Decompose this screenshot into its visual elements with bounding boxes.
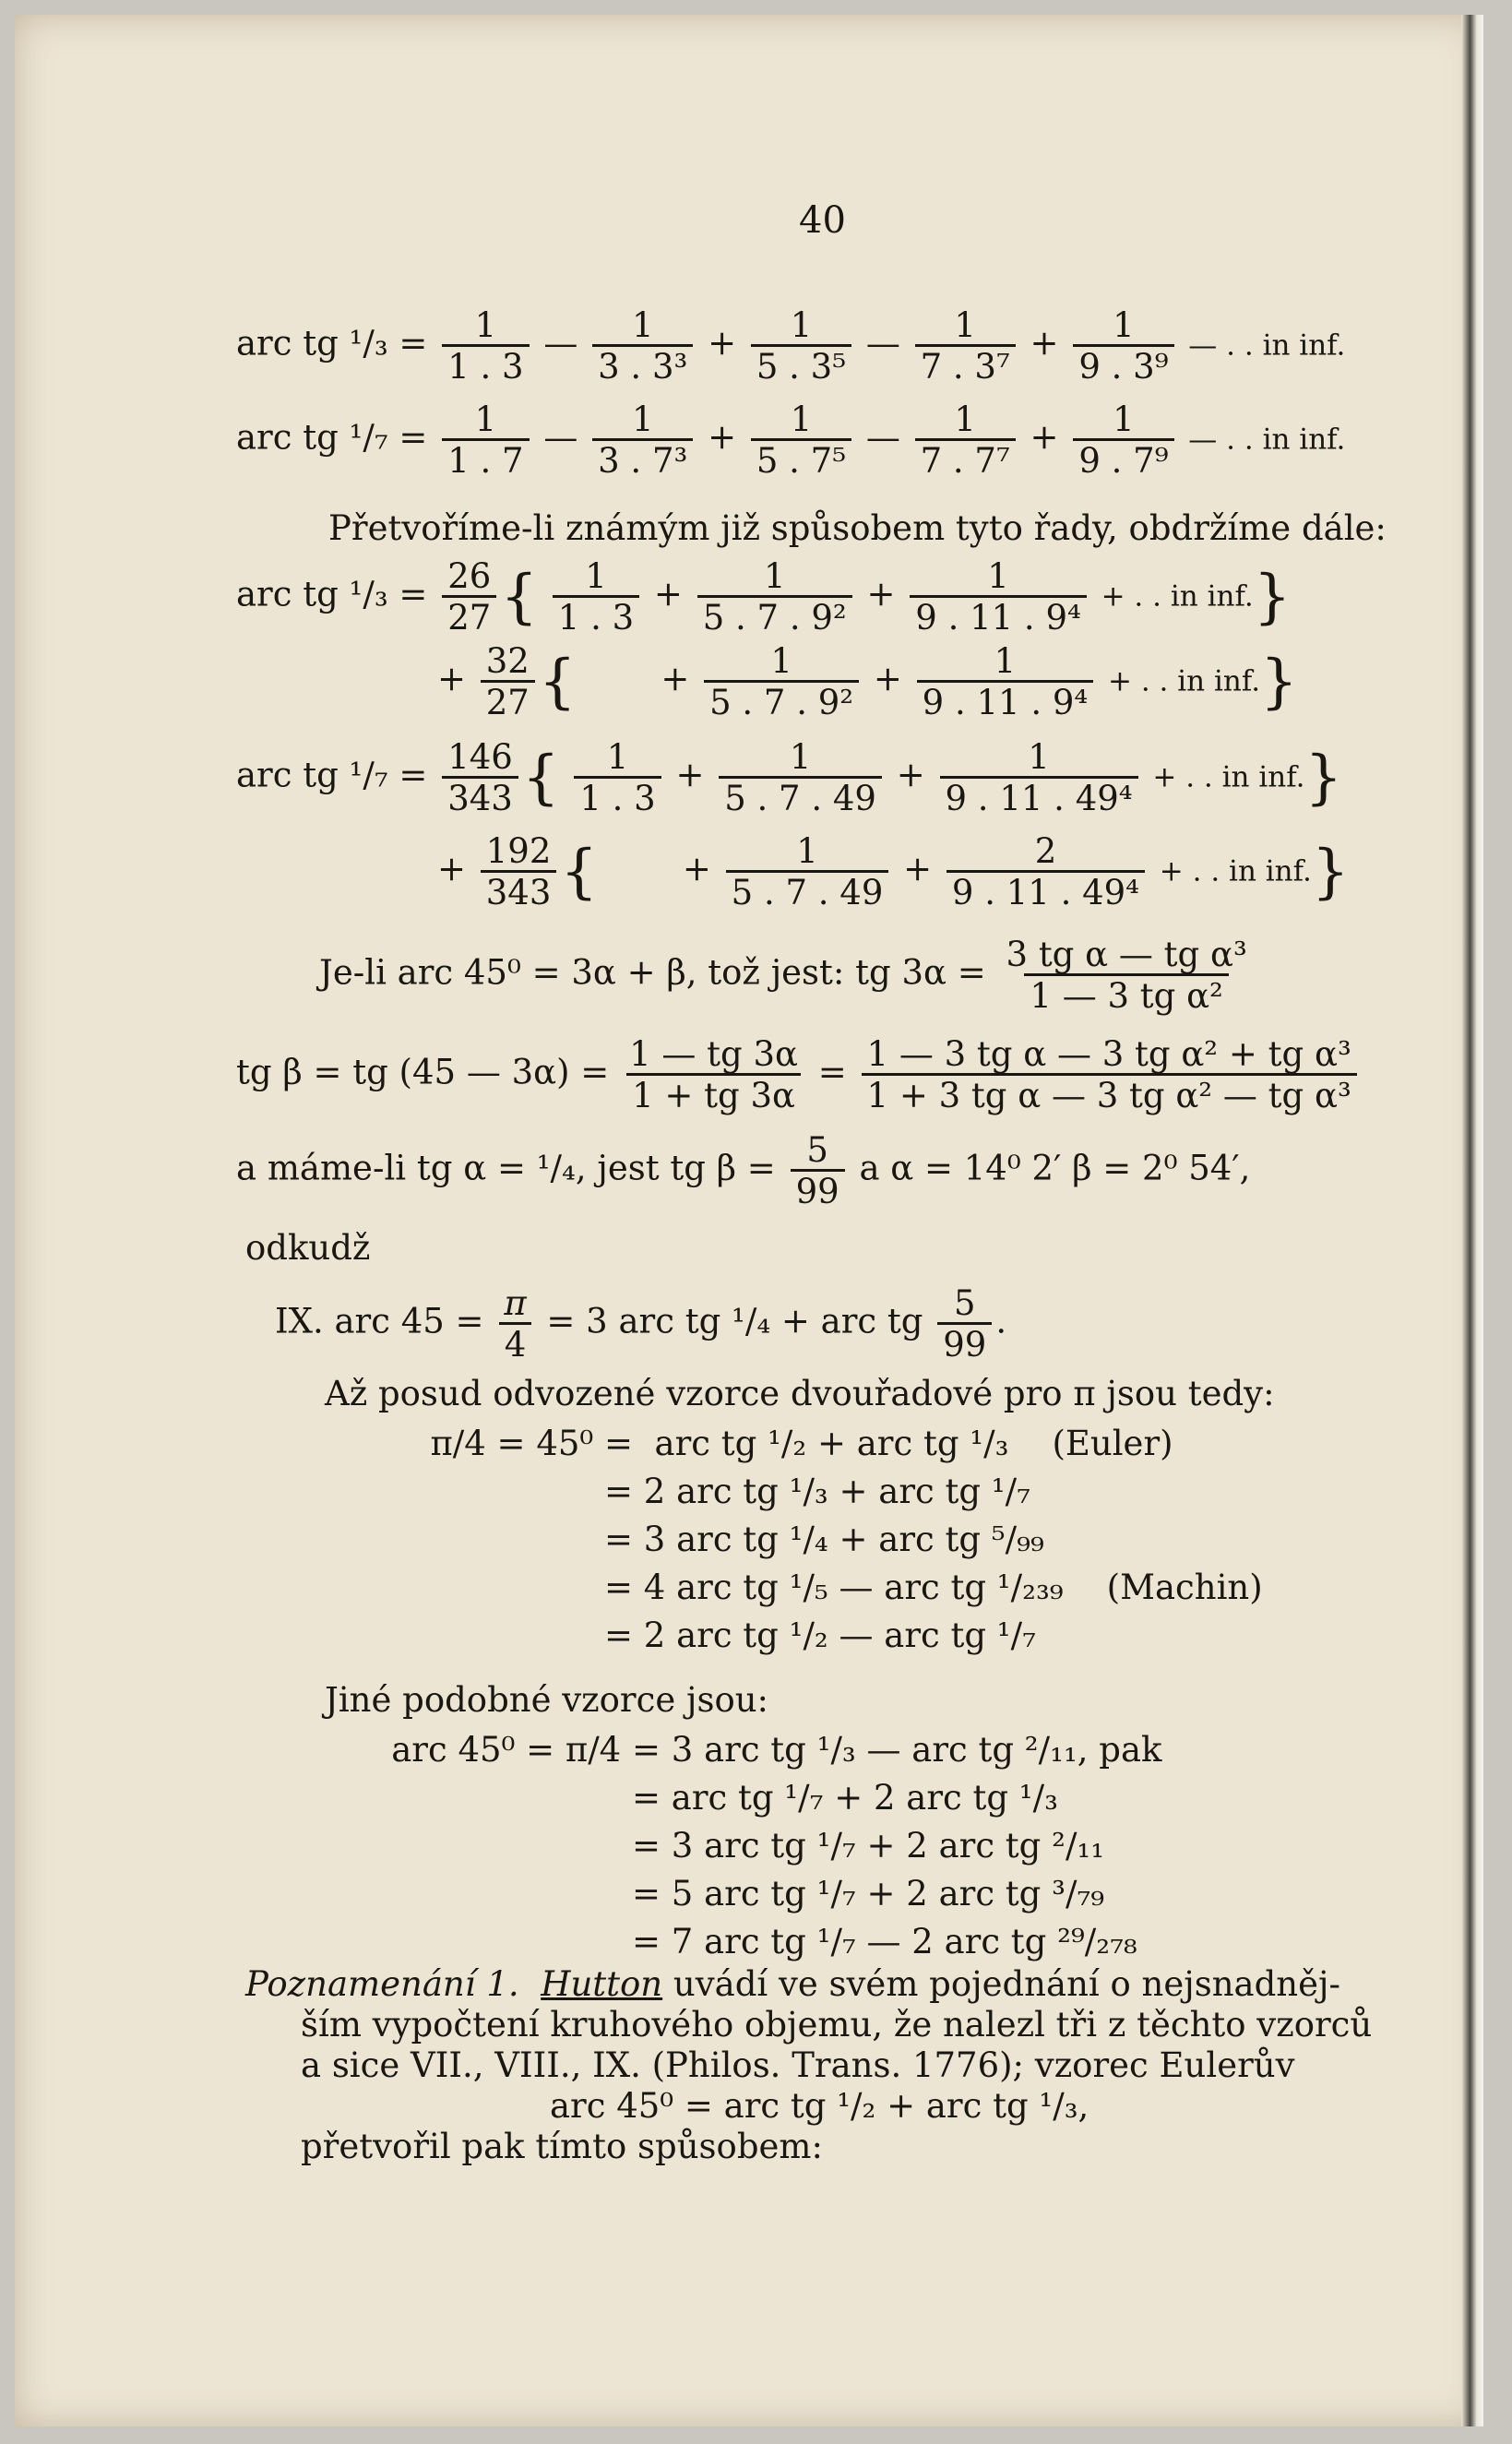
fraction: $\frac{1}{\text{9 . 7⁹}}$ <box>1073 402 1173 478</box>
right-brace: } <box>1253 563 1292 631</box>
note-line-3: a sice VII., VIII., IX. (Philos. Trans. 1776); vzorec Eulerův <box>301 2045 1295 2085</box>
fraction: $\frac{1}{\text{5 . 3⁵}}$ <box>751 308 851 384</box>
right-brace: } <box>1304 744 1343 812</box>
left-brace: { <box>500 563 539 631</box>
fraction: $\frac{1}{\text{7 . 3⁷}}$ <box>915 308 1016 384</box>
similar-intro: Jiné podobné vzorce jsou: <box>325 1680 769 1720</box>
transformed-row-d: + $\frac{192}{343}$ { + $\frac{1}{5 . 7 . 49}$ + $\frac{2}{\text{9 . 11 . 49⁴}}$ + . . in inf.} <box>437 831 1350 912</box>
note-author: Hutton <box>541 1964 663 2004</box>
fraction: $\frac{1}{1 . 7}$ <box>442 402 529 478</box>
similar-row: = arc tg ¹/₇ + 2 arc tg ¹/₃ <box>631 1778 1058 1818</box>
formula-ix: IX. arc 45 = $\frac{\pi}{4}$ = 3 arc tg ¹/₄ + arc tg $\frac{5}{99}$ . <box>275 1283 1007 1365</box>
note-line-1: Poznamenání 1. Hutton uvádí ve svém pojednání o nejsnadněj- <box>245 1964 1340 2004</box>
note-label: Poznamenání 1. <box>245 1964 519 2004</box>
left-brace: { <box>560 838 599 906</box>
book-page <box>15 15 1483 2426</box>
series-row-2-lhs: arc tg ¹/₇ = <box>236 417 428 458</box>
intro-line: Přetvoříme-li známým již spůsobem tyto řady, obdržíme dále: <box>328 508 1387 548</box>
transformed-row-a: arc tg ¹/₃ = $\frac{26}{27}$ { $\frac{1}{1 . 3}$ + $\frac{1}{\text{5 . 7 . 9²}}$ + $\frac{1}{\text{9 . 11 . 9⁴}}$ + . . in inf.} <box>236 556 1292 638</box>
series-tail: — . . in inf. <box>1188 328 1346 363</box>
right-brace: } <box>1260 648 1298 716</box>
similar-row: arc 45⁰ = π/4 = 3 arc tg ¹/₃ — arc tg ²/₁₁, pak <box>391 1730 1162 1770</box>
similar-row: = 5 arc tg ¹/₇ + 2 arc tg ³/₇₉ <box>631 1874 1105 1913</box>
derivation-mame: a máme-li tg α = ¹/₄, jest tg β = $\frac{5}{99}$ a α = 14⁰ 2′ β = 2⁰ 54′, <box>236 1130 1251 1211</box>
formula-row: = 4 arc tg ¹/₅ — arc tg ¹/₂₃₉ (Machin) <box>603 1568 1263 1607</box>
fraction: $\frac{1}{\text{7 . 7⁷}}$ <box>915 402 1016 478</box>
note-line-2: ším vypočtení kruhového objemu, že nalezl tři z těchto vzorců <box>301 2005 1373 2045</box>
formula-row: = 2 arc tg ¹/₂ — arc tg ¹/₇ <box>603 1615 1036 1655</box>
derivation-jeli: Je-li arc 45⁰ = 3α + β, tož jest: tg 3α = $\frac{\text{3 tg α — tg α³}}{\text{1 — 3 tg α²}}$ <box>319 935 1247 1016</box>
fraction: $\frac{1}{\text{3 . 3³}}$ <box>592 308 693 384</box>
series-row-2: arc tg ¹/₇ = $\frac{1}{1 . 7}$ — $\frac{1}{\text{3 . 7³}}$ + $\frac{1}{\text{5 . 7⁵}}$ — $\frac{1}{\text{7 . 7⁷}}$ + $\frac{1}{\text{9 . 7⁹}}$ — . . in inf. <box>236 399 1346 481</box>
transformed-row-b: + $\frac{32}{27}$ { + $\frac{1}{\text{5 . 7 . 9²}}$ + $\frac{1}{\text{9 . 11 . 9⁴}}$ + . . in inf.} <box>437 641 1298 722</box>
transformed-row-c: arc tg ¹/₇ = $\frac{146}{343}$ { $\frac{1}{1 . 3}$ + $\frac{1}{5 . 7 . 49}$ + $\frac{1}{\text{9 . 11 . 49⁴}}$ + . . in inf.} <box>236 737 1343 818</box>
formula-row: = 3 arc tg ¹/₄ + arc tg ⁵/₉₉ <box>603 1520 1044 1559</box>
similar-row: = 7 arc tg ¹/₇ — 2 arc tg ²⁹/₂₇₈ <box>631 1922 1137 1961</box>
formula-row: = 2 arc tg ¹/₃ + arc tg ¹/₇ <box>603 1472 1030 1511</box>
right-brace: } <box>1311 838 1350 906</box>
series-row-1-lhs: arc tg ¹/₃ = <box>236 323 428 364</box>
derivation-tg-beta: tg β = tg (45 — 3α) = $\frac{1 — tg 3\alpha}{1 + tg 3\alpha}$ = $\frac{\text{1 — 3 tg α — 3 tg α² + tg α³}}{\text{1 + 3 tg α — 3 tg α² — tg α³}}$ <box>236 1037 1361 1113</box>
formulas-intro: Až posud odvozené vzorce dvouřadové pro π jsou tedy: <box>325 1374 1275 1413</box>
fraction: $\frac{1}{\text{9 . 3⁹}}$ <box>1073 308 1173 384</box>
fraction: $\frac{1}{1 . 3}$ <box>442 308 529 384</box>
formula-row: π/4 = 45⁰ = arc tg ¹/₂ + arc tg ¹/₃ (Euler) <box>430 1424 1173 1463</box>
page-number: 40 <box>799 199 846 242</box>
left-brace: { <box>521 744 560 812</box>
similar-row: = 3 arc tg ¹/₇ + 2 arc tg ²/₁₁ <box>631 1826 1105 1866</box>
derivation-odkud: odkudž <box>245 1228 371 1268</box>
note-line-5: přetvořil pak tímto spůsobem: <box>301 2127 823 2166</box>
fraction: $\frac{1}{\text{5 . 7⁵}}$ <box>751 402 851 478</box>
left-brace: { <box>538 648 577 716</box>
page-edge <box>1461 15 1483 2426</box>
note-line-4: arc 45⁰ = arc tg ¹/₂ + arc tg ¹/₃, <box>550 2086 1089 2126</box>
series-row-1: arc tg ¹/₃ = $\frac{1}{1 . 3}$ — $\frac{1}{\text{3 . 3³}}$ + $\frac{1}{\text{5 . 3⁵}}$ — $\frac{1}{\text{7 . 3⁷}}$ + $\frac{1}{\text{9 . 3⁹}}$ — . . in inf. <box>236 305 1346 387</box>
fraction: $\frac{1}{\text{3 . 7³}}$ <box>592 402 693 478</box>
series-tail: — . . in inf. <box>1188 423 1346 457</box>
